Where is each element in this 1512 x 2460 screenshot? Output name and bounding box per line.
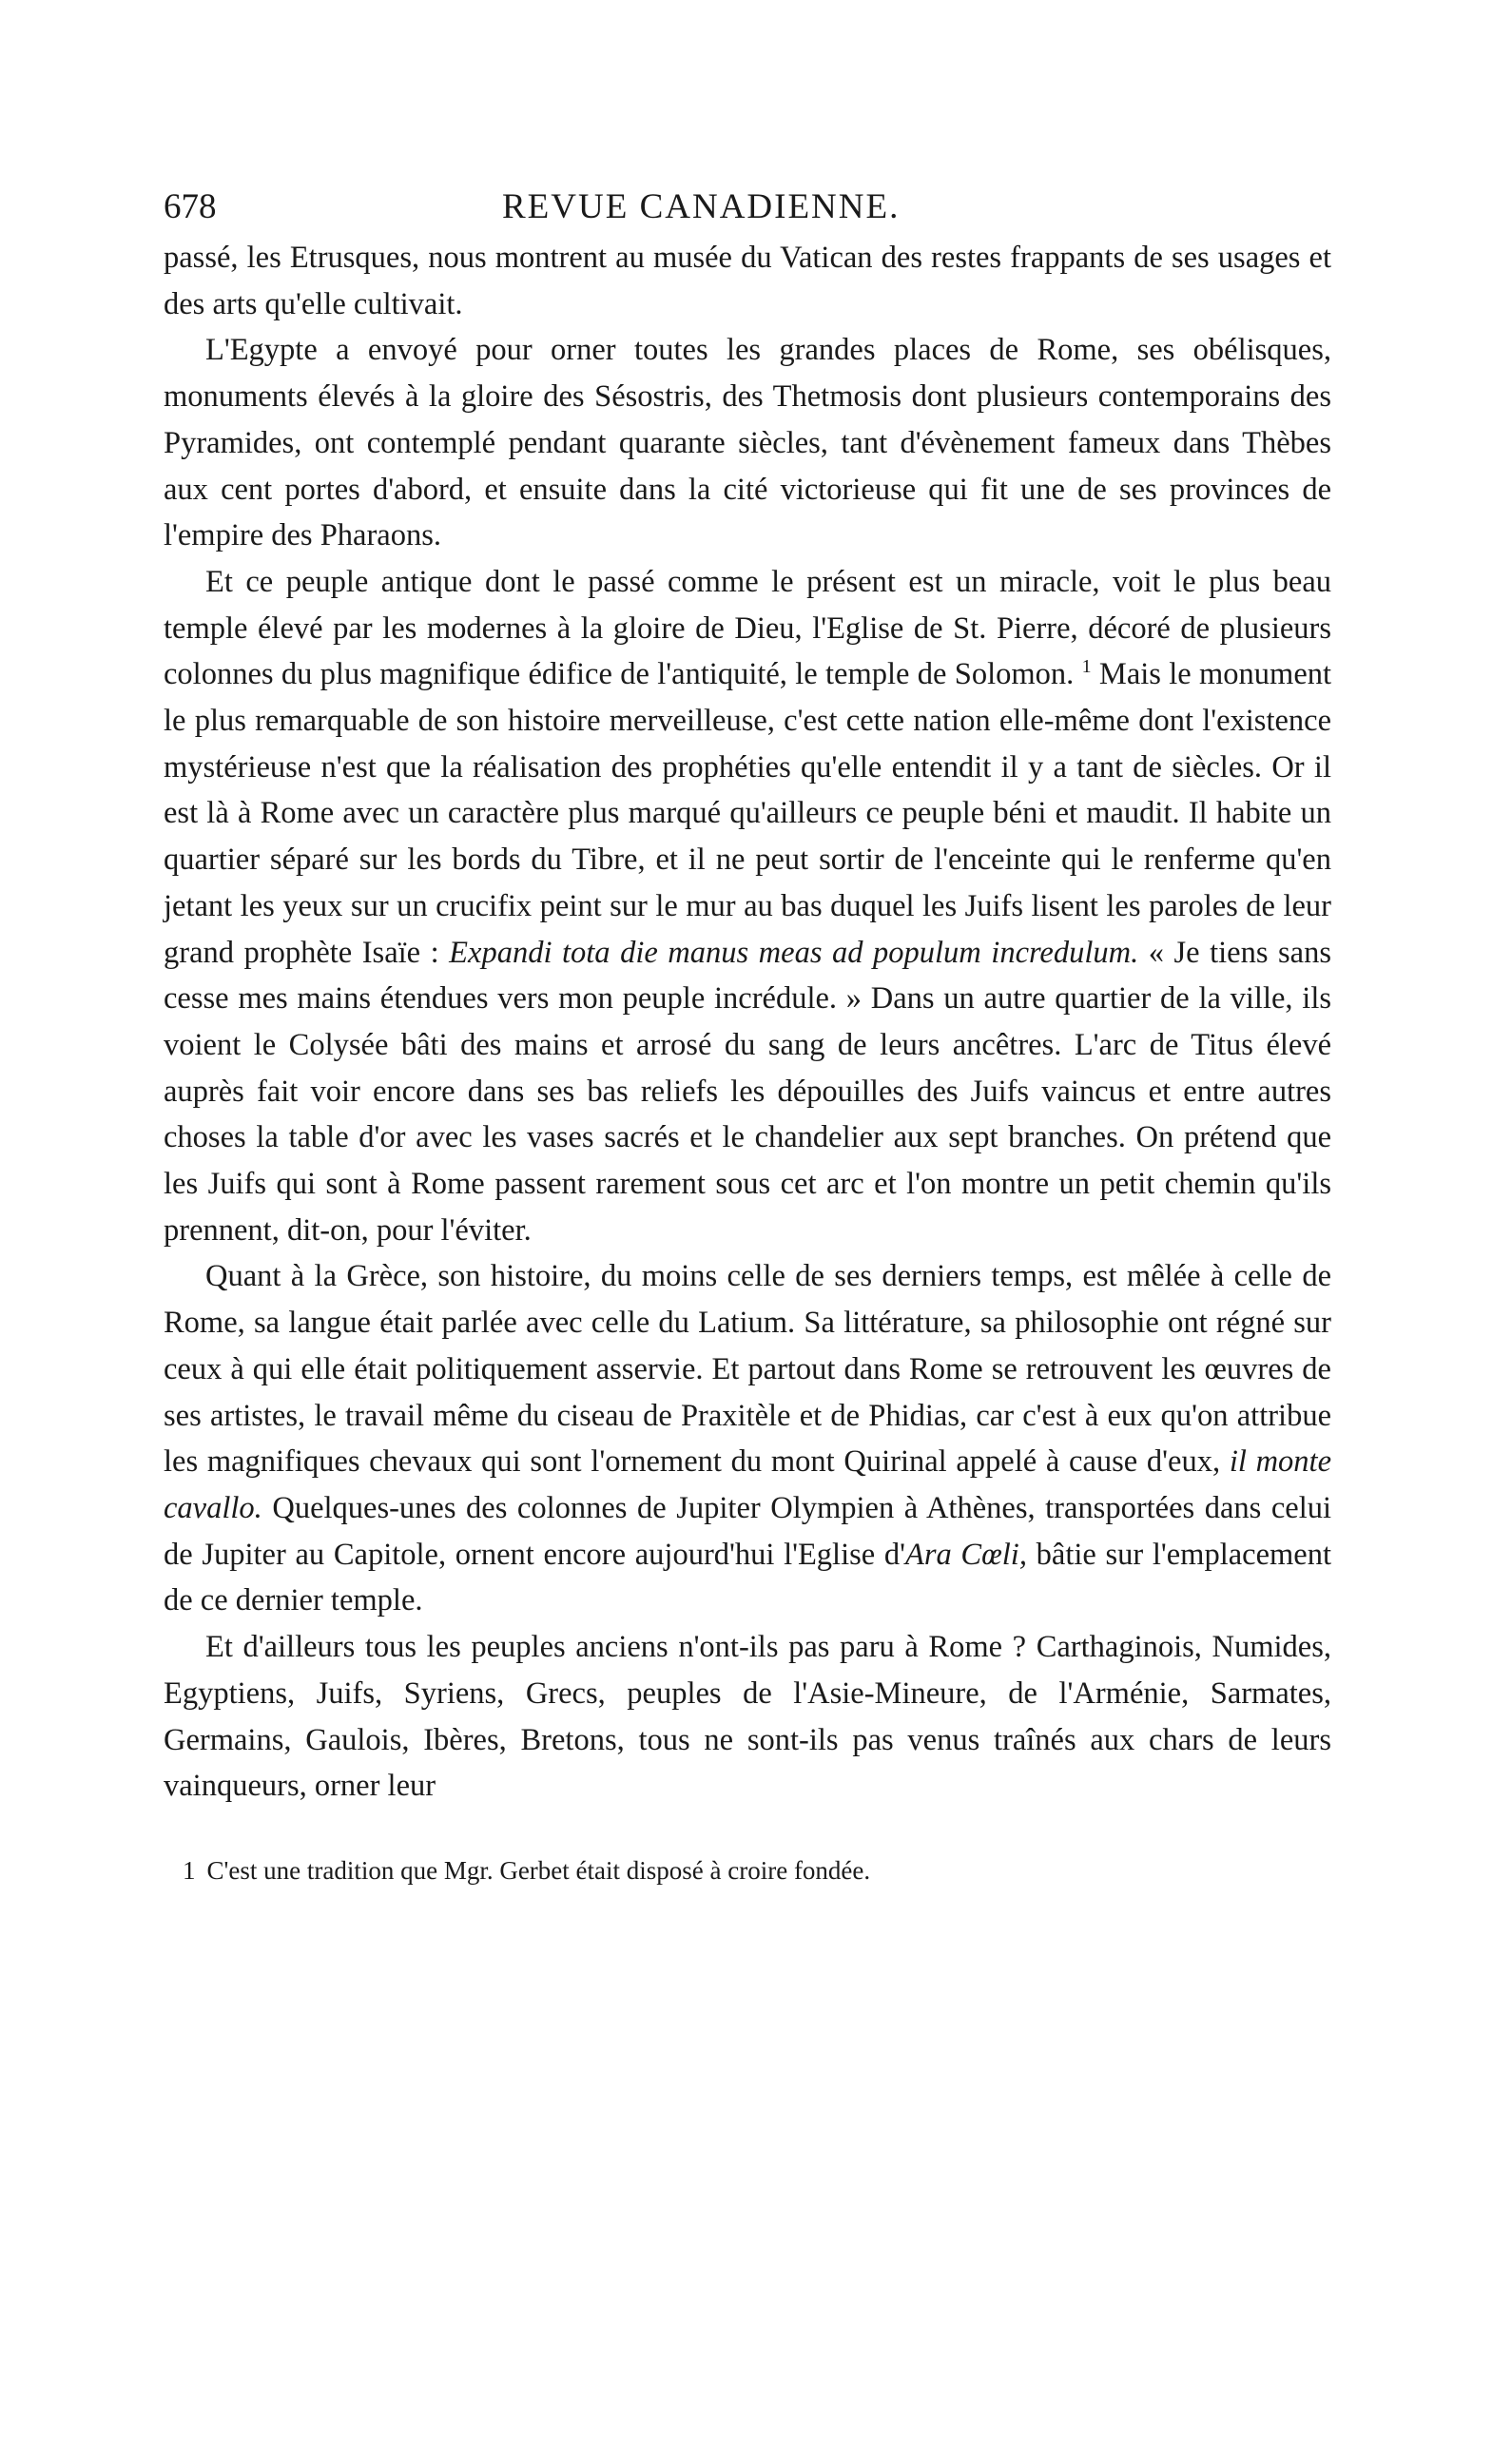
running-header [164,185,1331,229]
paragraph-1: passé, les Etrusques, nous montrent au musée du Vatican des restes frappants de ses usages et des arts qu'elle cultivait. [164,241,1331,321]
journal-title: REVUE CANADIENNE. [502,187,901,226]
latin-quote: Expandi tota die manus meas ad populum incredulum. [449,935,1139,970]
footnote-text: C'est une tradition que Mgr. Gerbet était disposé à croire fondée. [206,1855,871,1885]
footnote-mark: 1 [183,1855,196,1885]
document-page [164,185,1331,1888]
footnote-reference: 1 [1081,656,1092,678]
paragraph-3-text-c: « Je tiens sans cesse mes mains étendues vers mon peuple incrédule. » Dans un autre quartier de la ville, ils voient le Colysée bâti des mains et arrosé du sang de leurs ancêtres. L'arc de Titus élevé auprès fait voir encore dans ses bas reliefs les dépouilles des Juifs vaincus et entre autres choses la table d'or avec les vases sacrés et le chandelier aux sept branches. On prétend que les Juifs qui sont à Rome passent rarement sous cet arc et l'on montre un petit chemin qu'ils prennent, dit-on, pour l'éviter. [164,935,1331,1248]
body-text [164,235,1331,1810]
page-number: 678 [164,187,217,226]
paragraph-3-text-b: Mais le monument le plus remarquable de son histoire merveilleuse, c'est cette nation elle-même dont l'existence mystérieuse n'est que la réalisation des prophéties qu'elle entendit il y a tant de siècles. Or il est là à Rome avec un caractère plus marqué qu'ailleurs ce peuple béni et maudit. Il habite un quartier séparé sur les bords du Tibre, et il ne peut sortir de l'enceinte qui le renferme qu'en jetant les yeux sur un crucifix peint sur le mur au bas duquel les Juifs lisent les paroles de leur grand prophète Isaïe : [164,657,1332,970]
paragraph-3-text-a: Et ce peuple antique dont le passé comme le présent est un miracle, voit le plus beau temple élevé par les modernes à la gloire de Dieu, l'Eglise de St. Pierre, décoré de plusieurs colonnes du plus magnifique édifice de l'antiquité, le temple de Solomon. [164,564,1331,692]
paragraph-5: Et d'ailleurs tous les peuples anciens n'ont-ils pas paru à Rome ? Carthaginois, Numides, Egyptiens, Juifs, Syriens, Grecs, peuples de l'Asie-Mineure, de l'Arménie, Sarmates, Germains, Gaulois, Ibères, Bretons, tous ne sont-ils pas venus traînés aux chars de leurs vainqueurs, orner leur [164,1630,1331,1804]
footnote [164,1853,1331,1888]
italic-phrase: il monte cavallo. [164,1444,1332,1525]
italic-place: Ara Cœli, [904,1537,1027,1572]
paragraph-4-text-b: Quelques-unes des colonnes de Jupiter Olympien à Athènes, transportées dans celui de Jupiter au Capitole, ornent encore aujourd'hui l'Eglise d' [164,1490,1332,1572]
paragraph-4-text-a: Quant à la Grèce, son histoire, du moins celle de ses derniers temps, est mêlée à celle de Rome, sa langue était parlée avec celle du Latium. Sa littérature, sa philosophie ont régné sur ceux à qui elle était politiquement asservie. Et partout dans Rome se retrouvent les œuvres de ses artistes, le travail même du ciseau de Praxitèle et de Phidias, car c'est à eux qu'on attribue les magnifiques chevaux qui sont l'ornement du mont Quirinal appelé à cause d'eux, [164,1259,1331,1480]
paragraph-4 [164,1253,1331,1624]
paragraph-3 [164,559,1331,1254]
paragraph-4-text-c: bâtie sur l'emplacement de ce dernier temple. [164,1537,1332,1618]
paragraph-2: L'Egypte a envoyé pour orner toutes les grandes places de Rome, ses obélisques, monuments élevés à la gloire des Sésostris, des Thetmosis dont plusieurs contemporains des Pyramides, ont contemplé pendant quarante siècles, tant d'évènement fameux dans Thèbes aux cent portes d'abord, et ensuite dans la cité victorieuse qui fit une de ses provinces de l'empire des Pharaons. [164,333,1331,553]
